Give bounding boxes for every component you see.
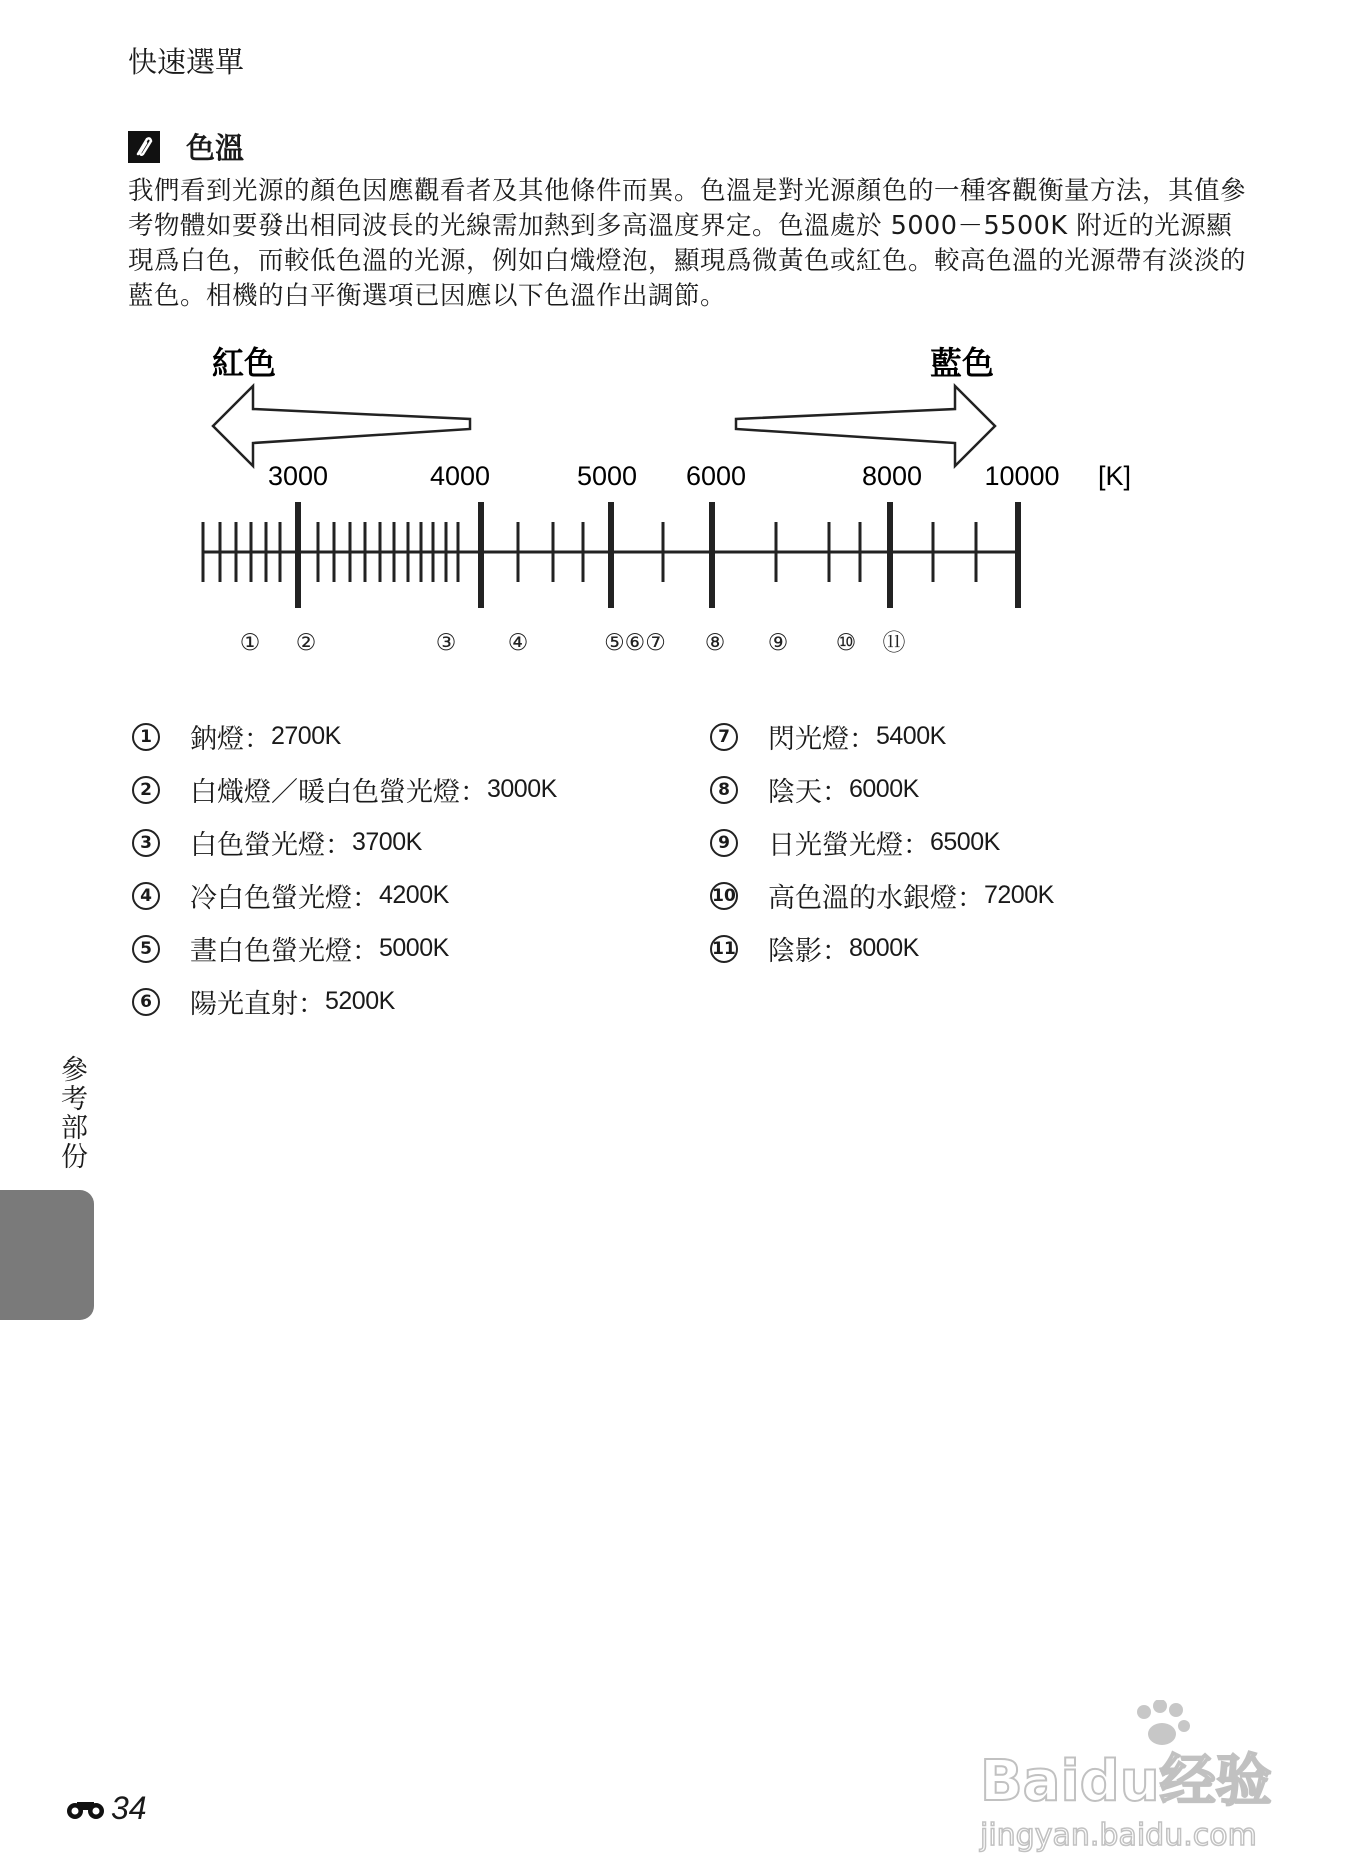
- legend-item: [710, 763, 1054, 816]
- legend-temperature-value: 2700K: [271, 722, 341, 750]
- scale-label-5000: 5000: [576, 461, 638, 491]
- legend-temperature-value: 6000K: [849, 775, 919, 803]
- marker-8: ⑧: [704, 630, 726, 656]
- marker-9: ⑨: [767, 630, 789, 656]
- marker-11: ⑪: [882, 630, 906, 656]
- legend-number-badge: 6: [132, 988, 160, 1016]
- legend-separator: ：: [460, 777, 487, 808]
- page-number: [65, 1790, 147, 1827]
- legend-separator: ：: [957, 883, 984, 914]
- legend-separator: ：: [822, 936, 849, 967]
- legend-source-name: 晝白色螢光燈: [190, 936, 352, 967]
- legend-separator: ：: [903, 830, 930, 861]
- reference-binoculars-icon: [65, 1796, 107, 1822]
- intro-paragraph: 我們看到光源的顏色因應觀看者及其他條件而異。色溫是對光源顏色的一種客觀衡量方法，其值參考物體如要發出相同波長的光線需加熱到多高溫度界定。色溫處於 5000－5500K 附近的光源顯現爲白色，而較低色溫的光源，例如白熾燈泡，顯現爲微黃色或紅色。較高色溫的光源帶有淡淡的藍色。相機的白平衡選項已因應以下色溫作出調節。: [128, 176, 1247, 311]
- legend-separator: ：: [352, 883, 379, 914]
- legend-temperature-value: 5200K: [325, 987, 395, 1015]
- legend-separator: ：: [244, 724, 271, 755]
- note-pencil-icon: [128, 131, 160, 163]
- legend-item: [132, 763, 557, 816]
- blue-direction-arrow: [736, 386, 995, 466]
- legend-temperature-value: 7200K: [984, 881, 1054, 909]
- legend-source-name: 陰影: [768, 936, 822, 967]
- legend-temperature-value: 4200K: [379, 881, 449, 909]
- watermark-brand-text: Baidu经验: [980, 1749, 1272, 1814]
- legend-separator: ：: [298, 989, 325, 1020]
- legend-number-badge: 5: [132, 935, 160, 963]
- right-arrow-label: 藍色: [930, 344, 995, 382]
- legend-separator: ：: [822, 777, 849, 808]
- legend-temperature-value: 6500K: [930, 828, 1000, 856]
- unit-label: [K]: [1098, 461, 1132, 491]
- section-heading: [128, 126, 244, 167]
- section-title: 色溫: [186, 131, 245, 165]
- legend-number-badge: 10: [710, 882, 738, 910]
- legend-separator: ：: [849, 724, 876, 755]
- legend-number-badge: 1: [132, 723, 160, 751]
- legend-source-name: 日光螢光燈: [768, 830, 903, 861]
- legend-item: [710, 922, 1054, 975]
- scale-label-3000: 3000: [267, 461, 329, 491]
- legend-item: [132, 869, 557, 922]
- scale-ticks: [203, 502, 1018, 608]
- legend-item: [132, 710, 557, 763]
- legend-source-name: 閃光燈: [768, 724, 849, 755]
- legend-number-badge: 7: [710, 723, 738, 751]
- marker-5-6-7: ⑤⑥⑦: [604, 630, 666, 656]
- legend-source-name: 陽光直射: [190, 989, 298, 1020]
- legend-item: [132, 922, 557, 975]
- legend-item: [132, 975, 557, 1028]
- legend-number-badge: 11: [710, 935, 738, 963]
- marker-1: ①: [239, 630, 261, 656]
- scale-label-10000: 10000: [984, 461, 1060, 491]
- legend-number-badge: 2: [132, 776, 160, 804]
- legend-temperature-value: 5400K: [876, 722, 946, 750]
- legend-item: [710, 816, 1054, 869]
- legend-number-badge: 8: [710, 776, 738, 804]
- legend-temperature-value: 3700K: [352, 828, 422, 856]
- baidu-watermark: [970, 1700, 1310, 1860]
- legend-item: [710, 710, 1054, 763]
- legend-source-name: 高色溫的水銀燈: [768, 883, 957, 914]
- legend-source-name: 白色螢光燈: [190, 830, 325, 861]
- left-arrow-label: 紅色: [212, 344, 277, 382]
- legend-temperature-value: 3000K: [487, 775, 557, 803]
- legend-source-name: 白熾燈／暖白色螢光燈: [190, 777, 460, 808]
- marker-3: ③: [435, 630, 457, 656]
- legend-source-name: 鈉燈: [190, 724, 244, 755]
- legend-number-badge: 9: [710, 829, 738, 857]
- scale-label-8000: 8000: [861, 461, 923, 491]
- legend-left-column: [132, 710, 557, 1028]
- side-section-label: 參考部份: [56, 1055, 87, 1171]
- legend-number-badge: 3: [132, 829, 160, 857]
- watermark-url-text: jingyan.baidu.com: [980, 1818, 1257, 1853]
- side-section-tab: [0, 1190, 94, 1320]
- legend-item: [132, 816, 557, 869]
- legend-source-name: 陰天: [768, 777, 822, 808]
- legend-right-column: [710, 710, 1054, 975]
- marker-10: ⑩: [835, 630, 857, 656]
- color-temperature-scale: [0, 340, 1360, 670]
- scale-label-6000: 6000: [685, 461, 747, 491]
- page-number-text: 34: [111, 1790, 147, 1826]
- page-header-title: 快速選單: [128, 45, 245, 79]
- legend-separator: ：: [352, 936, 379, 967]
- scale-label-4000: 4000: [429, 461, 491, 491]
- marker-4: ④: [507, 630, 529, 656]
- legend-separator: ：: [325, 830, 352, 861]
- legend-number-badge: 4: [132, 882, 160, 910]
- legend-temperature-value: 5000K: [379, 934, 449, 962]
- red-direction-arrow: [213, 386, 470, 466]
- marker-2: ②: [295, 630, 317, 656]
- legend-temperature-value: 8000K: [849, 934, 919, 962]
- legend-item: [710, 869, 1054, 922]
- legend-source-name: 冷白色螢光燈: [190, 883, 352, 914]
